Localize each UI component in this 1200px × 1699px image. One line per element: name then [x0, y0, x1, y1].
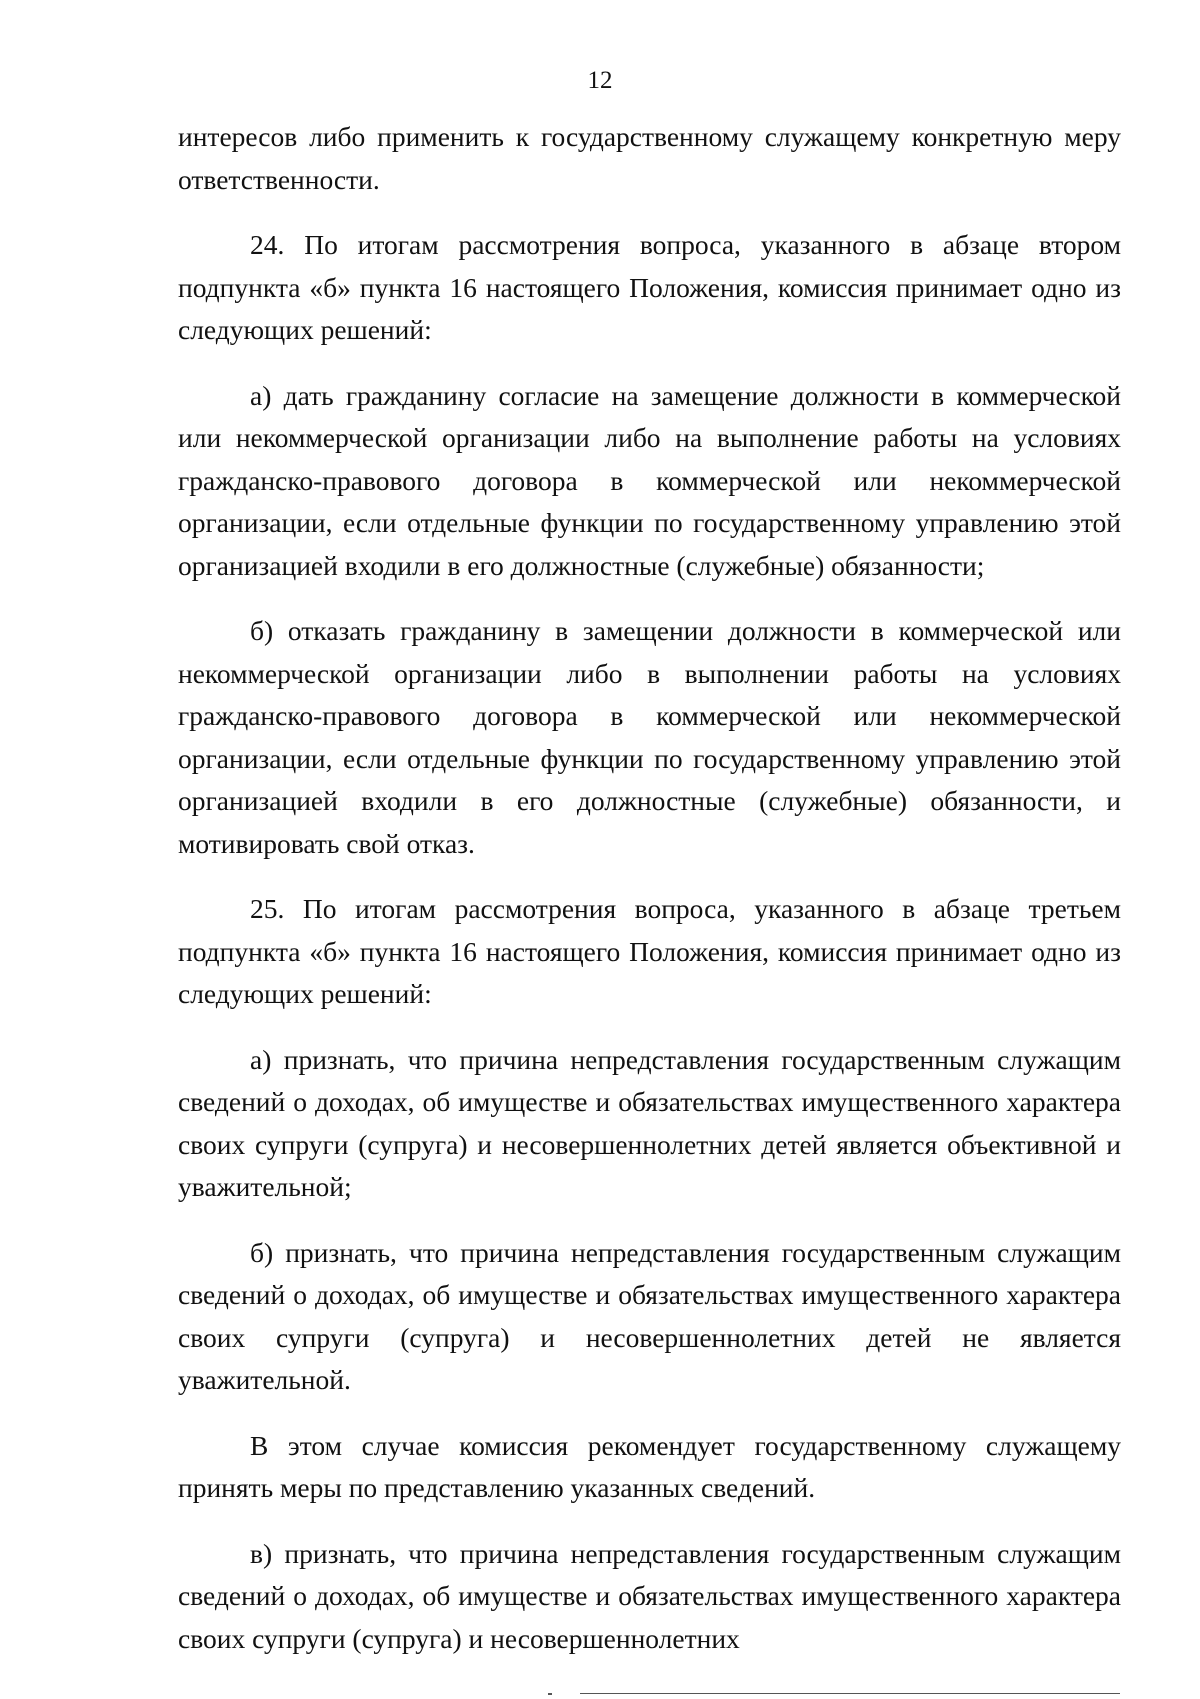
document-body — [178, 116, 1121, 1683]
footer-rule — [580, 1693, 1120, 1694]
paragraph-item-25: 25. По итогам рассмотрения вопроса, указанного в абзаце третьем подпункта «б» пункта 16 настоящего Положения, комиссия принимает одно из следующих решений: — [178, 893, 1121, 1009]
paragraph-25-a: а) признать, что причина непредставления государственным служащим сведений о доходах, об имуществе и обязательствах имущественного характера своих супруги (супруга) и несовершеннолетних детей является объективной и уважительной; — [178, 1043, 1121, 1202]
paragraph-item-24: 24. По итогам рассмотрения вопроса, указанного в абзаце втором подпункта «б» пункта 16 настоящего Положения, комиссия принимает одно из следующих решений: — [178, 229, 1121, 345]
footer-mark — [548, 1693, 552, 1695]
page-number: 12 — [587, 67, 613, 94]
paragraph-25-v: в) признать, что причина непредставления государственным служащим сведений о доходах, об имуществе и обязательствах имущественного характера своих супруги (супруга) и несовершеннолетних — [178, 1537, 1121, 1654]
paragraph-25-b-note: В этом случае комиссия рекомендует государственному служащему принять меры по представлению указанных сведений. — [178, 1429, 1121, 1503]
paragraph-24-b: б) отказать гражданину в замещении должности в коммерческой или некоммерческой организации либо в выполнении работы на условиях гражданско-правового договора в коммерческой или некоммерческой организации, если отдельные функции по государственному управлению этой организацией входили в его должностные (служебные) обязанности, и мотивировать свой отказ. — [178, 615, 1121, 859]
paragraph-continuation: интересов либо применить к государственному служащему конкретную меру ответственности. — [178, 121, 1121, 195]
paragraph-24-a: а) дать гражданину согласие на замещение должности в коммерческой или некоммерческой организации либо на выполнение работы на условиях гражданско-правового договора в коммерческой или некоммерческой организации, если отдельные функции по государственному управлению этой организацией входили в его должностные (служебные) обязанности; — [178, 379, 1121, 581]
paragraph-25-b: б) признать, что причина непредставления государственным служащим сведений о доходах, об имуществе и обязательствах имущественного характера своих супруги (супруга) и несовершеннолетних детей не является уважительной. — [178, 1236, 1121, 1395]
